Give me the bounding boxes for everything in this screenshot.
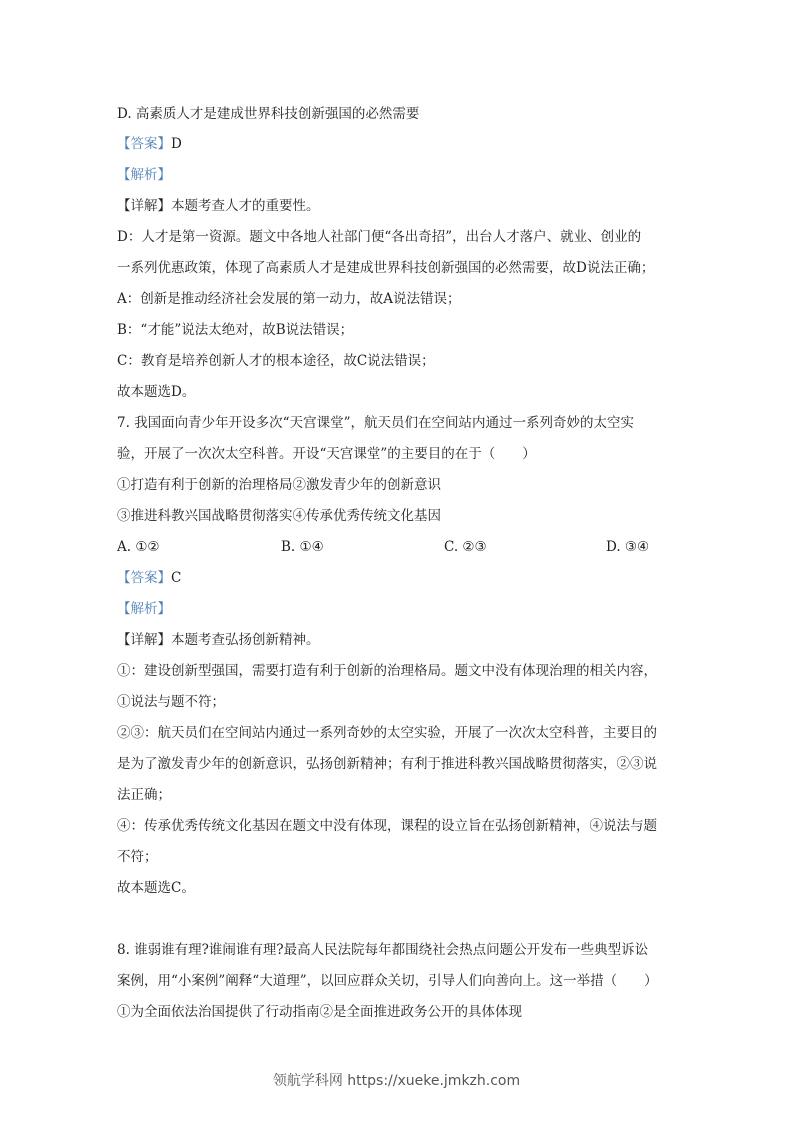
statement-line: ①打造有利于创新的治理格局②激发青少年的创新意识 (117, 477, 441, 493)
conclusion-line: 故本题选C。 (117, 880, 195, 896)
answer-tag: 【答案】 (117, 136, 171, 152)
text-line: C：教育是培养创新人才的根本途径，故C说法错误； (117, 353, 435, 369)
question-8-line: 8. 谁弱谁有理?谁闹谁有理?最高人民法院每年都围绕社会热点问题公开发布一些典型诉讼 (117, 942, 649, 958)
answer-value: C (171, 570, 182, 586)
option-b: B. ①④ (281, 539, 324, 555)
option-d: D. ③④ (606, 539, 650, 555)
text-line: ①：建设创新型强国，需要打造有利于创新的治理格局。题文中没有体现治理的相关内容， (117, 663, 657, 679)
text-line: A：创新是推动经济社会发展的第一动力，故A说法错误； (117, 291, 461, 307)
option-a: A. ①② (117, 539, 160, 555)
question-7-line: 验，开展了一次次太空科普。开设“天宫课堂”的主要目的在于（ ） (117, 446, 536, 462)
conclusion-line: 故本题选D。 (117, 384, 196, 400)
detail-line: 【详解】本题考查人才的重要性。 (117, 198, 320, 214)
text-line: 不符； (117, 849, 158, 865)
answer-tag: 【答案】 (117, 570, 171, 586)
question-8-line: 案例，用“小案例”阐释“大道理”，以回应群众关切，引导人们向善向上。这一举措（ ） (117, 973, 658, 989)
text-line: ④：传承优秀传统文化基因在题文中没有体现，课程的设立旨在弘扬创新精神，④说法与题 (117, 818, 657, 834)
option-c: C. ②③ (444, 539, 487, 555)
text-line: B：“才能”说法太绝对，故B说法错误； (117, 322, 354, 338)
answer-line (117, 568, 181, 588)
analysis-tag: 【解析】 (117, 167, 171, 183)
statement-line: ①为全面依法治国提供了行动指南②是全面推进政务公开的具体体现 (117, 1004, 522, 1020)
text-line: D：人才是第一资源。题文中各地人社部门便“各出奇招”，出台人才落户、就业、创业的 (117, 229, 642, 245)
detail-line: 【详解】本题考查弘扬创新精神。 (117, 632, 320, 648)
text-line: 一系列优惠政策，体现了高素质人才是建成世界科技创新强国的必然需要，故D说法正确； (117, 260, 655, 276)
text-line: 是为了激发青少年的创新意识，弘扬创新精神；有利于推进科教兴国战略贯彻落实，②③说 (117, 756, 657, 772)
text-line: 法正确； (117, 787, 171, 803)
footer-watermark: 领航学科网 https://xueke.jmkzh.com (272, 1073, 521, 1089)
answer-line (117, 134, 182, 154)
text-line: ②③：航天员们在空间站内通过一系列奇妙的太空实验，开展了一次次太空科普，主要目的 (117, 725, 657, 741)
statement-line: ③推进科教兴国战略贯彻落实④传承优秀传统文化基因 (117, 508, 441, 524)
analysis-tag: 【解析】 (117, 601, 171, 617)
question-7-line: 7. 我国面向青少年开设多次“天宫课堂”，航天员们在空间站内通过一系列奇妙的太空实 (117, 415, 634, 431)
option-d-line: D. 高素质人才是建成世界科技创新强国的必然需要 (117, 106, 420, 122)
text-line: ①说法与题不符； (117, 694, 225, 710)
answer-value: D (171, 136, 182, 152)
